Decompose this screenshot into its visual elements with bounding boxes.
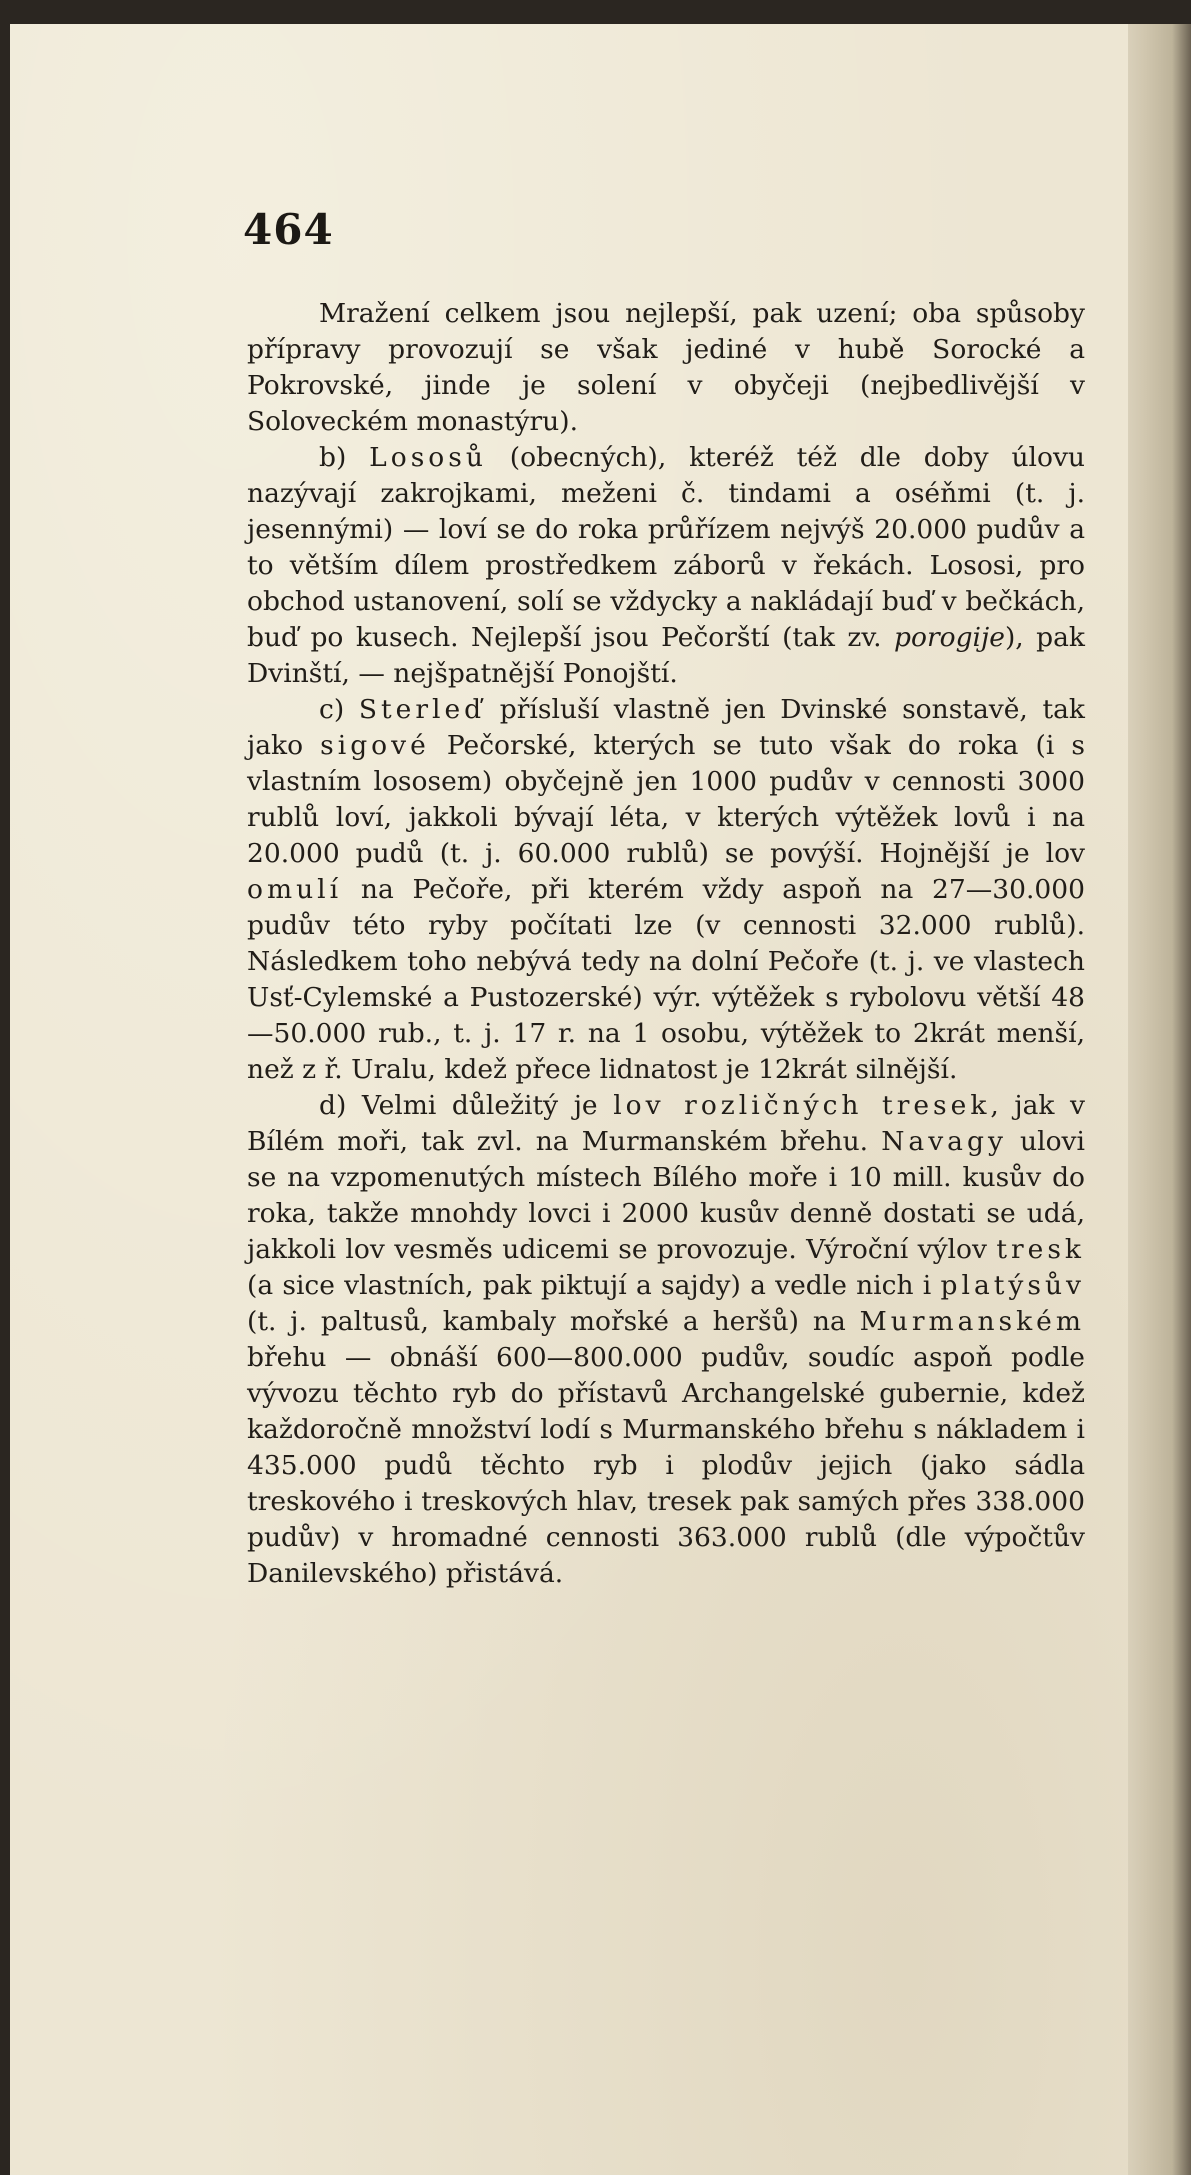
- text-run: sigové: [320, 730, 430, 761]
- paragraph-c-sterlet: [247, 692, 1085, 1088]
- text-run: c): [319, 694, 359, 725]
- paragraph-d-cod: [247, 1088, 1085, 1592]
- text-run: Lososů: [369, 442, 487, 473]
- page-edge: [1128, 24, 1191, 2175]
- text-run: břehu — obnáší 600—800.000 pudův, soudíc aspoň podle vývozu těchto ryb do přístavů Archangelské gubernie, kdež každoročně množství lodí s Murmanského břehu s nákladem i 435.000 pudů těchto ryb i plodův jejich (jako sádla treskového i treskových hlav, tresek pak samých přes 338.000 pudův) v hromadné cennosti 363.000 rublů (dle výpočtův Danilevského) přistává.: [247, 1342, 1085, 1589]
- text-run: d) Velmi důležitý je: [319, 1090, 614, 1121]
- text-run: Pečorské, kterých se tuto však do roka (i s vlastním lososem) obyčejně jen 1000 pudův v cennosti 3000 rublů loví, jakkoli bývají léta, v kterých výtěžek lovů i na 20.000 pudů (t. j. 60.000 rublů) se povýší. Hojnější je lov: [247, 730, 1086, 869]
- text-run: b): [319, 442, 370, 473]
- text-run: Murmanském: [859, 1306, 1085, 1337]
- text-run: ulovi se na vzpomenutých místech Bílého moře i 10 mill. kusův do roka, takže mnohdy lovci i 2000 kusův denně dostati se udá, jakkoli lov vesměs udicemi se provozuje. Výroční výlov: [247, 1126, 1085, 1265]
- text-run: ), pak Dvinští, — nejšpatnější Ponojští.: [247, 622, 1085, 689]
- text-run: porogije: [894, 622, 1005, 653]
- text-run: omulí: [247, 874, 343, 905]
- text-run: na Pečoře, při kterém vždy aspoň na 27—30.000 pudův této ryby počítati lze (v cennosti 32.000 rublů). Následkem toho nebývá tedy na dolní Pečoře (t. j. ve vlastech Usť-Cylemské a Pustozerské) výr. výtěžek s rybolovu větší 48—50.000 rub., t. j. 17 r. na 1 osobu, výtěžek to 2krát menší, než z ř. Uralu, kdež přece lidnatost je 12krát silnější.: [247, 874, 1085, 1085]
- paragraph-intro: [247, 296, 1085, 440]
- text-run: , jak v Bílém moři, tak zvl. na Murmanském břehu.: [247, 1090, 1085, 1157]
- text-run: přísluší vlastně jen Dvinské sonstavě, tak jako: [247, 694, 1085, 761]
- text-run: (obecných), kteréž též dle doby úlovu nazývají zakrojkami, meženi č. tindami a oséňmi (t. j. jesennými) — loví se do roka průřízem nejvýš 20.000 pudův a to větším dílem prostředkem záborů v řekách. Lososi, pro obchod ustanovení, solí se vždycky a nakládají buď v bečkách, buď po kusech. Nejlepší jsou Pečorští (tak zv.: [247, 442, 1085, 653]
- body-text: [247, 296, 1085, 1592]
- text-run: tresk: [996, 1234, 1085, 1265]
- text-run: platýsův: [940, 1270, 1085, 1301]
- text-run: lov rozličných tresek: [613, 1090, 991, 1121]
- paragraph-b-salmon: [247, 440, 1085, 692]
- text-run: (t. j. paltusů, kambaly mořské a heršů) na: [247, 1306, 860, 1337]
- page-number: 464: [243, 205, 334, 254]
- text-run: Sterleď: [358, 694, 486, 725]
- text-run: (a sice vlastních, pak piktují a sajdy) a vedle nich i: [247, 1270, 941, 1301]
- text-run: Mražení celkem jsou nejlepší, pak uzení; oba spůsoby přípravy provozují se však jediné v hubě Sorocké a Pokrovské, jinde je solení v obyčeji (nejbedlivější v Soloveckém monastýru).: [247, 298, 1085, 437]
- text-run: Navagy: [881, 1126, 1007, 1157]
